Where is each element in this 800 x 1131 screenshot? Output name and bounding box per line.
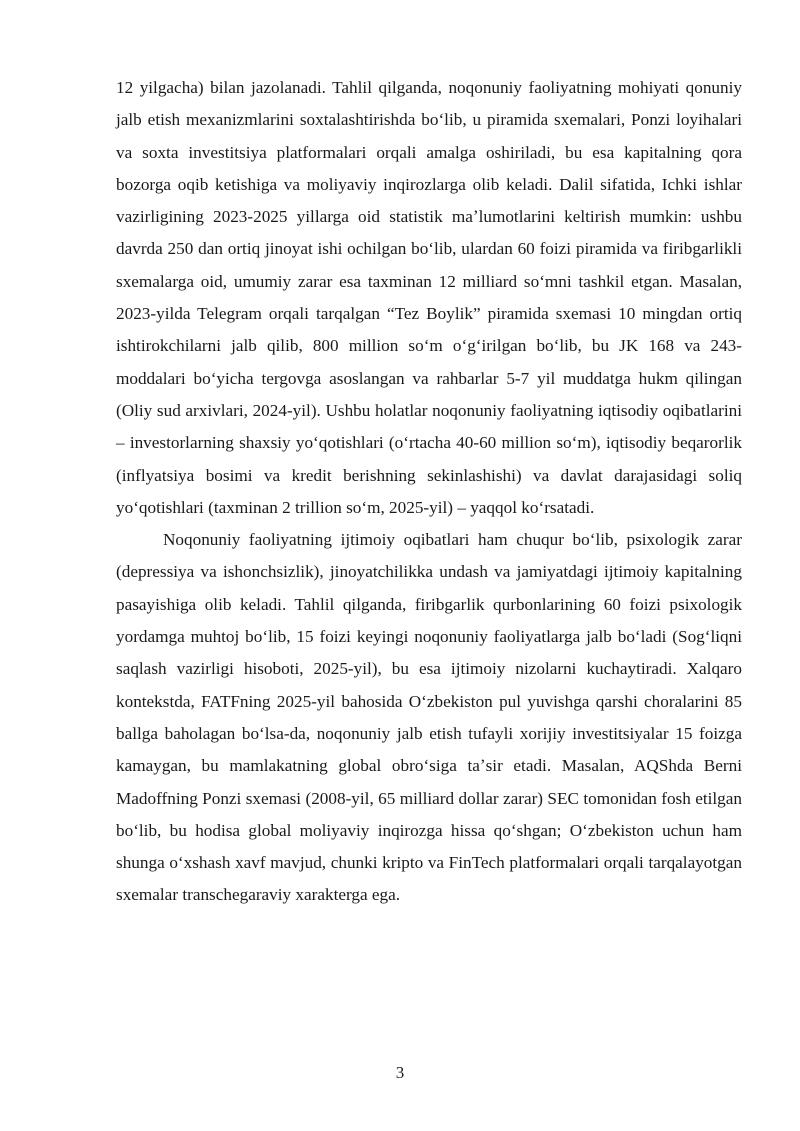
page-number: 3 bbox=[395, 1063, 405, 1082]
paragraph: 12 yilgacha) bilan jazolanadi. Tahlil qilganda, noqonuniy faoliyatning mohiyati qonuniy jalb etish mexanizmlarini soxtalashtirishda boʻlib, u piramida sxemalari, Ponzi loyihalari va soxta investitsiya platformalari orqali amalga oshiriladi, bu esa kapitalning qora bozorga oqib ketishiga va moliyaviy inqirozlarga olib keladi. Dalil sifatida, Ichki ishlar vazirligining 2023-2025 yillarga oid statistik maʼlumotlarini keltirish mumkin: ushbu davrda 250 dan ortiq jinoyat ishi ochilgan boʻlib, ulardan 60 foizi piramida va firibgarlikli sxemalarga oid, umumiy zarar esa taxminan 12 milliard soʻmni tashkil etgan. Masalan, 2023-yilda Telegram orqali tarqalgan “Tez Boylik” piramida sxemasi 10 mingdan ortiq ishtirokchilarni jalb qilib, 800 million soʻm oʻgʻirilgan boʻlib, bu JK 168 va 243-moddalari boʻyicha tergovga asoslangan va rahbarlar 5-7 yil muddatga hukm qilingan (Oliy sud arxivlari, 2024-yil). Ushbu holatlar noqonuniy faoliyatning iqtisodiy oqibatlarini – investorlarning shaxsiy yoʻqotishlari (oʻrtacha 40-60 million soʻm), iqtisodiy beqarorlik (inflyatsiya bosimi va kredit berishning sekinlashishi) va davlat darajasidagi soliq yoʻqotishlari (taxminan 2 trillion soʻm, 2025-yil) – yaqqol koʻrsatadi. bbox=[116, 78, 742, 517]
paragraph: Noqonuniy faoliyatning ijtimoiy oqibatlari ham chuqur boʻlib, psixologik zarar (depressiya va ishonchsizlik), jinoyatchilikka undash va jamiyatdagi ijtimoiy kapitalning pasayishiga olib keladi. Tahlil qilganda, firibgarlik qurbonlarining 60 foizi psixologik yordamga muhtoj boʻlib, 15 foizi keyingi noqonuniy faoliyatlarga jalb boʻladi (Sogʻliqni saqlash vazirligi hisoboti, 2025-yil), bu esa ijtimoiy nizolarni kuchaytiradi. Xalqaro kontekstda, FATFning 2025-yil bahosida Oʻzbekiston pul yuvishga qarshi choralarini 85 ballga baholagan boʻlsa-da, noqonuniy jalb etish tufayli xorijiy investitsiyalar 15 foizga kamaygan, bu mamlakatning global obroʻsiga taʼsir etadi. Masalan, AQShda Berni Madoffning Ponzi sxemasi (2008-yil, 65 milliard dollar zarar) SEC tomonidan fosh etilgan boʻlib, bu hodisa global moliyaviy inqirozga hissa qoʻshgan; Oʻzbekiston uchun ham shunga oʻxshash xavf mavjud, chunki kripto va FinTech platformalari orqali tarqalayotgan sxemalar transchegaraviy xarakterga ega. bbox=[116, 530, 742, 905]
body-text bbox=[116, 72, 742, 912]
